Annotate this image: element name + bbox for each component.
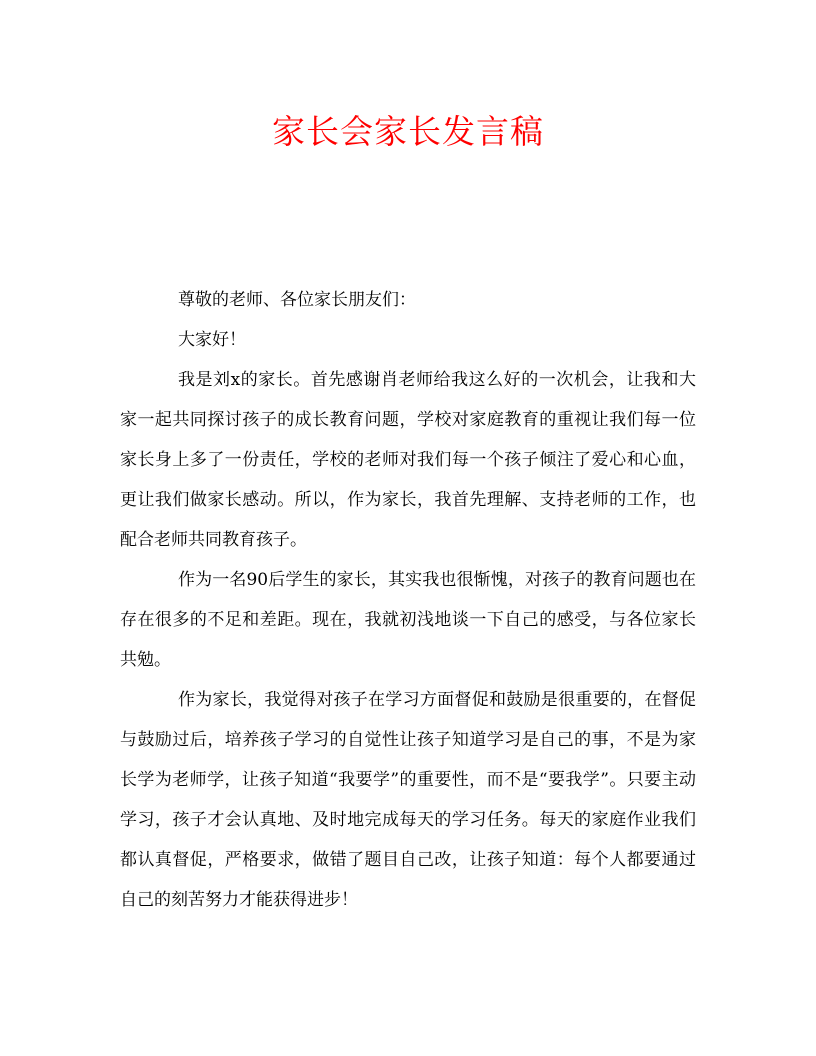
salutation: 尊敬的老师、各位家长朋友们： — [178, 290, 416, 310]
document-body — [120, 280, 696, 920]
body-paragraph: 作为家长，我觉得对孩子在学习方面督促和鼓励是很重要的，在督促与鼓励过后，培养孩子学习的自觉性让孩子知道学习是自己的事，不是为家长学为老师学，让孩子知道“我要学”的重要性，而不是“要我学”。只要主动学习，孩子才会认真地、及时地完成每天的学习任务。每天的家庭作业我们都认真督促，严格要求，做错了题目自己改，让孩子知道：每个人都要通过自己的刻苦努力才能获得进步！ — [120, 690, 696, 910]
greeting: 大家好！ — [178, 330, 246, 350]
document-title: 家长会家长发言稿 — [272, 112, 544, 151]
body-paragraph: 我是刘x的家长。首先感谢肖老师给我这么好的一次机会，让我和大家一起共同探讨孩子的成长教育问题，学校对家庭教育的重视让我们每一位家长身上多了一份责任，学校的老师对我们每一个孩子倾注了爱心和心血，更让我们做家长感动。所以，作为家长，我首先理解、支持老师的工作，也配合老师共同教育孩子。 — [120, 370, 696, 550]
body-paragraph: 作为一名90后学生的家长，其实我也很惭愧，对孩子的教育问题也在存在很多的不足和差距。现在，我就初浅地谈一下自己的感受，与各位家长共勉。 — [120, 570, 696, 670]
